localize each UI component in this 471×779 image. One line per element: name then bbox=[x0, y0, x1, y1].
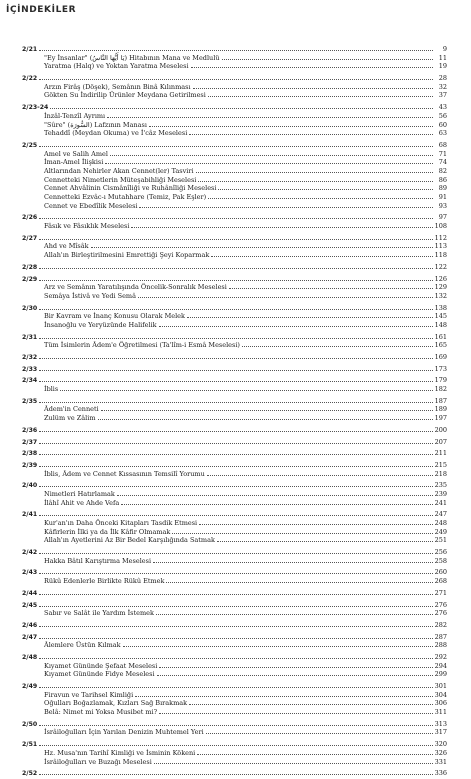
toc-entry-row bbox=[22, 691, 447, 700]
toc-entry-row bbox=[22, 283, 447, 292]
toc-section-row bbox=[22, 141, 447, 150]
toc-entry-row bbox=[22, 728, 447, 737]
leader-dots bbox=[107, 112, 433, 118]
toc-section-row bbox=[22, 449, 447, 458]
toc-section-row bbox=[22, 103, 447, 112]
toc-page-number: 74 bbox=[438, 158, 447, 167]
leader-dots bbox=[159, 708, 432, 714]
toc-section-row bbox=[22, 304, 447, 313]
leader-dots bbox=[208, 193, 433, 199]
toc-entry-title: Cennet Ahvâlinin Cismânîliği ve Ruhânîliği Meselesi bbox=[44, 184, 217, 193]
toc-entry-title: Kıyamet Gününde Şefaat Meselesi bbox=[44, 661, 158, 670]
toc-section-row bbox=[22, 234, 447, 243]
leader-dots bbox=[39, 365, 432, 371]
toc-page-number: 179 bbox=[434, 376, 447, 385]
leader-dots bbox=[208, 91, 433, 97]
toc-page-number: 251 bbox=[434, 536, 447, 545]
toc-page-number: 239 bbox=[434, 489, 447, 498]
leader-dots bbox=[39, 461, 432, 467]
toc-entry-title: Hz. Musa'nın Tarihî Kimliği ve İsminin Kökeni bbox=[44, 748, 196, 757]
toc-page-number: 89 bbox=[438, 184, 447, 193]
toc-page-number: 271 bbox=[434, 588, 447, 597]
toc-section-row bbox=[22, 589, 447, 598]
toc-entry-title: Yaratma (Halq) ve Yoktan Yaratma Meselesi bbox=[44, 62, 189, 71]
leader-dots bbox=[218, 184, 433, 190]
toc-page-number: 37 bbox=[438, 91, 447, 100]
toc-page-number: 169 bbox=[434, 353, 447, 361]
toc-page-number: 173 bbox=[434, 364, 447, 373]
toc-entry-title: Hakka Bâtıl Karıştırma Meselesi bbox=[44, 556, 152, 565]
toc-section-row bbox=[22, 568, 447, 577]
toc-page-number: 43 bbox=[438, 103, 447, 112]
toc-entry-title: Amel ve Salih Amel bbox=[44, 149, 108, 158]
toc-entry-title: İlâhî Ahit ve Ahde Vefa bbox=[44, 498, 120, 507]
toc-section-row bbox=[22, 769, 447, 778]
toc-entry-title: Allah'ın Ayetlerini Az Bir Bedel Karşılığında Satmak bbox=[44, 536, 215, 545]
toc-section-row bbox=[22, 275, 447, 284]
toc-page-number: 288 bbox=[434, 641, 447, 650]
leader-dots bbox=[207, 470, 433, 476]
toc-section-label: 2/34 bbox=[22, 377, 38, 385]
toc-entry-row bbox=[22, 470, 447, 479]
toc-page-number: 292 bbox=[434, 652, 447, 661]
toc-section-label: 2/46 bbox=[22, 621, 38, 629]
toc-page-number: 304 bbox=[434, 690, 447, 699]
toc-entry-title: İblis bbox=[44, 385, 59, 394]
leader-dots bbox=[39, 769, 432, 775]
toc-page-number: 189 bbox=[434, 405, 447, 414]
leader-dots bbox=[39, 568, 432, 574]
toc-page-number: 268 bbox=[434, 577, 447, 586]
leader-dots bbox=[138, 292, 433, 298]
leader-dots bbox=[39, 601, 432, 607]
toc-entry-title: Arz ve Semânın Yaratılışında Öncelik-Sonralık Meselesi bbox=[44, 283, 227, 292]
toc-page-number: 320 bbox=[434, 740, 447, 749]
toc-entry-row bbox=[22, 150, 447, 159]
toc-entry-title: Zulüm ve Zâlim bbox=[44, 414, 96, 423]
toc-entry-title: Arzın Firâş (Döşek), Semânın Binâ Kılınması bbox=[44, 82, 191, 91]
toc-page-number: 108 bbox=[434, 222, 447, 231]
leader-dots bbox=[39, 234, 432, 240]
toc-entry-row bbox=[22, 121, 447, 130]
toc-entry-title: Oğulları Boğazlamak, Kızları Sağ Bırakmak bbox=[44, 699, 188, 708]
toc-section-label: 2/31 bbox=[22, 333, 38, 341]
toc-page-number: 63 bbox=[438, 129, 447, 138]
toc-entry-row bbox=[22, 184, 447, 193]
toc-page-number: 287 bbox=[434, 632, 447, 641]
toc-page-number: 249 bbox=[434, 527, 447, 536]
leader-dots bbox=[91, 242, 433, 248]
leader-dots bbox=[39, 141, 433, 147]
toc-page-number: 118 bbox=[434, 251, 447, 260]
toc-section-label: 2/37 bbox=[22, 438, 38, 446]
toc-entry-title: Gökten Su İndirilip Ürünler Meydana Getirilmesi bbox=[44, 91, 206, 100]
leader-dots bbox=[135, 691, 432, 697]
leader-dots bbox=[39, 682, 432, 688]
leader-dots bbox=[139, 202, 433, 208]
toc-page-number: 207 bbox=[434, 437, 447, 446]
toc-entry-row bbox=[22, 519, 447, 528]
leader-dots bbox=[121, 499, 432, 505]
toc-entry-row bbox=[22, 222, 447, 231]
leader-dots bbox=[39, 449, 432, 455]
toc-entry-row bbox=[22, 91, 447, 100]
toc-entry-row bbox=[22, 528, 447, 537]
leader-dots bbox=[110, 150, 433, 156]
toc-entry-row bbox=[22, 202, 447, 211]
toc-entry-title: İnsanoğlu ve Yeryüzünde Halifelik bbox=[44, 320, 157, 329]
leader-dots bbox=[159, 321, 433, 327]
toc-page-number: 32 bbox=[438, 82, 447, 91]
toc-page-number: 122 bbox=[434, 262, 447, 271]
leader-dots bbox=[211, 251, 432, 257]
toc-page-number: 86 bbox=[438, 175, 447, 184]
toc-page-number: 28 bbox=[438, 74, 447, 83]
toc-page-number: 235 bbox=[434, 481, 447, 490]
toc-entry-row bbox=[22, 341, 447, 350]
toc-entry-title: Kur'an'ın Daha Önceki Kitapları Tasdik Etmesi bbox=[44, 519, 198, 527]
leader-dots bbox=[191, 62, 433, 68]
toc-page-number: 301 bbox=[434, 682, 447, 690]
leader-dots bbox=[166, 577, 432, 583]
leader-dots bbox=[105, 158, 433, 164]
toc-entry-title: Fâsık ve Fâsıklık Meselesi bbox=[44, 222, 130, 231]
leader-dots bbox=[193, 83, 433, 89]
toc-entry-row bbox=[22, 176, 447, 185]
toc-page-number: 276 bbox=[434, 600, 447, 609]
toc-entry-row bbox=[22, 749, 447, 758]
leader-dots bbox=[39, 397, 432, 403]
leader-dots bbox=[39, 333, 432, 339]
toc-entry-row bbox=[22, 557, 447, 566]
leader-dots bbox=[197, 749, 432, 755]
toc-entry-row bbox=[22, 414, 447, 423]
toc-section-label: 2/26 bbox=[22, 214, 38, 222]
leader-dots bbox=[117, 490, 433, 496]
toc-entry-title: Altlarından Nehirler Akan Cennet(ler) Tasviri bbox=[44, 166, 194, 175]
toc-page-number: 313 bbox=[434, 719, 447, 728]
toc-page-number: 126 bbox=[434, 274, 447, 283]
toc-page-number: 299 bbox=[434, 670, 447, 679]
toc-entry-row bbox=[22, 490, 447, 499]
page-title: İÇİNDEKİLER bbox=[6, 5, 77, 15]
toc-page-number: 129 bbox=[434, 283, 447, 292]
toc-section-row bbox=[22, 481, 447, 490]
toc-page-number: 11 bbox=[438, 53, 447, 62]
leader-dots bbox=[101, 405, 433, 411]
toc-page-number: 248 bbox=[434, 519, 447, 527]
toc-entry-title: Tehaddî (Meydan Okuma) ve İ'câz Meselesi bbox=[44, 129, 188, 138]
toc-page-number: 294 bbox=[434, 661, 447, 670]
leader-dots bbox=[39, 481, 432, 487]
toc-section-row bbox=[22, 438, 447, 447]
toc-entry-title: Firavun ve Tarihsel Kimliği bbox=[44, 690, 134, 699]
table-of-contents bbox=[22, 45, 447, 778]
leader-dots bbox=[198, 176, 433, 182]
toc-entry-title: "Ey İnsanlar" (يَا أَيُّهَا النَّاسُ) Hitabının Mana ve Medlulü bbox=[44, 53, 220, 62]
toc-section-row bbox=[22, 213, 447, 222]
toc-entry-title: Sabır ve Salât ile Yardım İstemek bbox=[44, 609, 154, 618]
toc-page-number: 91 bbox=[438, 193, 447, 201]
leader-dots bbox=[39, 589, 432, 595]
toc-section-label: 2/40 bbox=[22, 482, 38, 490]
toc-entry-row bbox=[22, 662, 447, 671]
toc-page-number: 138 bbox=[434, 303, 447, 312]
leader-dots bbox=[39, 353, 432, 359]
leader-dots bbox=[39, 510, 432, 516]
toc-section-label: 2/47 bbox=[22, 633, 38, 641]
toc-page-number: 19 bbox=[438, 62, 447, 71]
toc-page-number: 68 bbox=[438, 140, 447, 149]
leader-dots bbox=[206, 728, 433, 734]
toc-entry-title: Âlemlere Üstün Kılmak bbox=[44, 641, 121, 650]
leader-dots bbox=[153, 557, 433, 563]
leader-dots bbox=[199, 519, 432, 525]
leader-dots bbox=[39, 275, 432, 281]
toc-section-label: 2/33 bbox=[22, 365, 38, 373]
toc-entry-row bbox=[22, 167, 447, 176]
leader-dots bbox=[39, 633, 432, 639]
toc-entry-row bbox=[22, 385, 447, 394]
toc-section-label: 2/44 bbox=[22, 589, 38, 597]
toc-section-label: 2/23-24 bbox=[22, 104, 49, 112]
toc-page-number: 145 bbox=[434, 312, 447, 321]
toc-entry-title: İblis, Âdem ve Cennet Kıssasının Temsilî Yorumu bbox=[44, 469, 205, 478]
leader-dots bbox=[39, 426, 432, 432]
toc-entry-title: İsrâiloğulları İçin Yarılan Denizin Muhtemel Yeri bbox=[44, 728, 204, 737]
toc-page-number: 247 bbox=[434, 510, 447, 519]
toc-section-row bbox=[22, 74, 447, 83]
toc-entry-title: Nimetleri Hatırlamak bbox=[44, 489, 115, 498]
toc-section-label: 2/49 bbox=[22, 683, 38, 690]
toc-entry-title: Cennetteki Ezvâc-ı Mutahhare (Temiz, Pak Eşler) bbox=[44, 193, 207, 201]
toc-section-row bbox=[22, 682, 447, 691]
toc-page-number: 56 bbox=[438, 111, 447, 120]
toc-entry-title: Belâ: Nimet mi Yoksa Musibet mi? bbox=[44, 708, 158, 717]
toc-page-number: 241 bbox=[434, 498, 447, 507]
leader-dots bbox=[222, 54, 434, 60]
toc-section-label: 2/52 bbox=[22, 770, 38, 778]
toc-section-row bbox=[22, 653, 447, 662]
toc-page-number: 331 bbox=[434, 757, 447, 766]
toc-entry-title: Kıyamet Gününde Fidye Meselesi bbox=[44, 670, 155, 679]
leader-dots bbox=[39, 263, 432, 269]
toc-section-label: 2/38 bbox=[22, 450, 38, 458]
toc-entry-row bbox=[22, 708, 447, 717]
leader-dots bbox=[39, 45, 433, 51]
leader-dots bbox=[39, 213, 433, 219]
toc-section-row bbox=[22, 740, 447, 749]
toc-page-number: 182 bbox=[434, 385, 447, 394]
toc-section-label: 2/51 bbox=[22, 741, 38, 749]
toc-entry-row bbox=[22, 405, 447, 414]
leader-dots bbox=[159, 662, 432, 668]
toc-section-label: 2/28 bbox=[22, 263, 38, 271]
toc-entry-row bbox=[22, 699, 447, 708]
toc-page-number: 165 bbox=[434, 341, 447, 350]
leader-dots bbox=[98, 414, 433, 420]
toc-page-number: 256 bbox=[434, 548, 447, 557]
leader-dots bbox=[123, 641, 433, 647]
toc-section-label: 2/32 bbox=[22, 354, 38, 361]
toc-section-row bbox=[22, 548, 447, 557]
leader-dots bbox=[154, 758, 433, 764]
toc-page-number: 215 bbox=[434, 460, 447, 469]
toc-section-row bbox=[22, 376, 447, 385]
leader-dots bbox=[39, 720, 432, 726]
toc-section-row bbox=[22, 365, 447, 374]
toc-entry-row bbox=[22, 292, 447, 301]
toc-section-label: 2/39 bbox=[22, 461, 38, 469]
toc-entry-row bbox=[22, 54, 447, 63]
leader-dots bbox=[39, 740, 432, 746]
toc-entry-title: Cennetteki Nimetlerin Müteşabihliği Meselesi bbox=[44, 175, 197, 184]
toc-entry-row bbox=[22, 499, 447, 508]
leader-dots bbox=[131, 222, 432, 228]
toc-page-number: 306 bbox=[434, 699, 447, 708]
toc-page-number: 112 bbox=[434, 233, 447, 242]
toc-section-label: 2/42 bbox=[22, 549, 38, 557]
toc-entry-row bbox=[22, 670, 447, 679]
leader-dots bbox=[39, 438, 432, 444]
toc-section-row bbox=[22, 333, 447, 342]
toc-section-label: 2/50 bbox=[22, 720, 38, 728]
toc-page-number: 317 bbox=[434, 728, 447, 737]
toc-section-label: 2/36 bbox=[22, 426, 38, 434]
toc-entry-row bbox=[22, 62, 447, 71]
toc-entry-title: Cennet ve Ebedîlik Meselesi bbox=[44, 201, 138, 210]
toc-entry-title: "Sûre" (السُّورَة) Lafzının Manası bbox=[44, 120, 147, 129]
toc-entry-row bbox=[22, 758, 447, 767]
toc-page-number: 148 bbox=[434, 320, 447, 329]
toc-entry-title: Âdem'in Cenneti bbox=[44, 405, 99, 414]
toc-entry-title: Kâfirlerin İlki ya da İlk Kâfir Olmamak bbox=[44, 527, 171, 536]
toc-page-number: 187 bbox=[434, 396, 447, 405]
toc-section-label: 2/45 bbox=[22, 601, 38, 609]
toc-section-row bbox=[22, 45, 447, 54]
toc-page-number: 113 bbox=[434, 242, 447, 251]
leader-dots bbox=[189, 129, 433, 135]
toc-entry-title: Semâya İstivâ ve Yedi Semâ bbox=[44, 291, 136, 300]
toc-entry-row bbox=[22, 193, 447, 202]
leader-dots bbox=[39, 548, 432, 554]
toc-entry-row bbox=[22, 321, 447, 330]
toc-page-number: 60 bbox=[438, 120, 447, 129]
toc-section-row bbox=[22, 353, 447, 362]
toc-entry-title: İman-Amel İlişkisi bbox=[44, 158, 104, 167]
toc-page-number: 336 bbox=[434, 769, 447, 778]
leader-dots bbox=[60, 385, 432, 391]
toc-entry-row bbox=[22, 158, 447, 167]
toc-section-row bbox=[22, 601, 447, 610]
toc-entry-row bbox=[22, 129, 447, 138]
toc-section-row bbox=[22, 621, 447, 630]
toc-section-row bbox=[22, 461, 447, 470]
leader-dots bbox=[39, 376, 432, 382]
toc-entry-row bbox=[22, 112, 447, 121]
toc-page-number: 9 bbox=[442, 45, 447, 53]
leader-dots bbox=[229, 283, 433, 289]
leader-dots bbox=[156, 609, 433, 615]
toc-section-label: 2/41 bbox=[22, 511, 38, 519]
toc-entry-title: İsrâiloğulları ve Buzağı Meselesi bbox=[44, 757, 152, 766]
toc-section-label: 2/25 bbox=[22, 141, 38, 149]
toc-entry-row bbox=[22, 242, 447, 251]
toc-entry-title: Bir Kavram ve İnanç Konusu Olarak Melek bbox=[44, 312, 185, 321]
toc-page-number: 282 bbox=[434, 620, 447, 629]
toc-entry-title: Ahd ve Mîsâk bbox=[44, 242, 89, 251]
toc-page-number: 97 bbox=[438, 213, 447, 222]
toc-page-number: 197 bbox=[434, 414, 447, 423]
toc-entry-row bbox=[22, 577, 447, 586]
toc-section-label: 2/30 bbox=[22, 304, 38, 312]
toc-page-number: 218 bbox=[434, 469, 447, 478]
toc-page-number: 71 bbox=[438, 149, 447, 158]
toc-section-label: 2/22 bbox=[22, 75, 38, 83]
toc-section-label: 2/43 bbox=[22, 569, 38, 577]
toc-entry-row bbox=[22, 312, 447, 321]
toc-section-row bbox=[22, 510, 447, 519]
toc-section-label: 2/21 bbox=[22, 46, 38, 53]
leader-dots bbox=[157, 670, 433, 676]
toc-entry-row bbox=[22, 609, 447, 618]
toc-page-number: 200 bbox=[434, 425, 447, 434]
toc-page-number: 82 bbox=[438, 166, 447, 175]
toc-entry-title: Rükû Edenlerle Birlikte Rükû Etmek bbox=[44, 577, 165, 586]
toc-page-number: 93 bbox=[438, 201, 447, 210]
toc-entry-title: İnzâl-Tenzîl Ayrımı bbox=[44, 111, 106, 120]
leader-dots bbox=[149, 121, 433, 127]
toc-page-number: 258 bbox=[434, 556, 447, 565]
toc-entry-row bbox=[22, 641, 447, 650]
toc-page-number: 211 bbox=[434, 449, 447, 458]
toc-entry-row bbox=[22, 536, 447, 545]
leader-dots bbox=[217, 536, 433, 542]
leader-dots bbox=[172, 528, 432, 534]
leader-dots bbox=[242, 341, 433, 347]
toc-page-number: 132 bbox=[434, 291, 447, 300]
leader-dots bbox=[39, 621, 432, 627]
toc-entry-title: Allah'ın Birleştirilmesini Emrettiği Şeyi Koparmak bbox=[44, 251, 210, 260]
leader-dots bbox=[39, 653, 432, 659]
leader-dots bbox=[196, 167, 433, 173]
toc-page-number: 311 bbox=[434, 708, 447, 717]
leader-dots bbox=[39, 74, 433, 80]
toc-section-row bbox=[22, 426, 447, 435]
toc-page-number: 161 bbox=[434, 332, 447, 341]
leader-dots bbox=[39, 304, 432, 310]
leader-dots bbox=[187, 312, 433, 318]
toc-entry-row bbox=[22, 251, 447, 260]
toc-section-label: 2/29 bbox=[22, 275, 38, 283]
toc-section-row bbox=[22, 633, 447, 642]
toc-section-label: 2/35 bbox=[22, 397, 38, 405]
toc-section-label: 2/48 bbox=[22, 653, 38, 661]
toc-page-number: 326 bbox=[434, 748, 447, 757]
toc-section-label: 2/27 bbox=[22, 234, 38, 242]
toc-section-row bbox=[22, 263, 447, 272]
leader-dots bbox=[50, 103, 433, 109]
toc-page-number: 276 bbox=[434, 609, 447, 618]
toc-entry-title: Tüm İsimlerin Âdem'e Öğretilmesi (Ta'lîm-i Esmâ Meselesi) bbox=[44, 341, 240, 350]
leader-dots bbox=[189, 699, 433, 705]
toc-page-number: 260 bbox=[434, 568, 447, 577]
